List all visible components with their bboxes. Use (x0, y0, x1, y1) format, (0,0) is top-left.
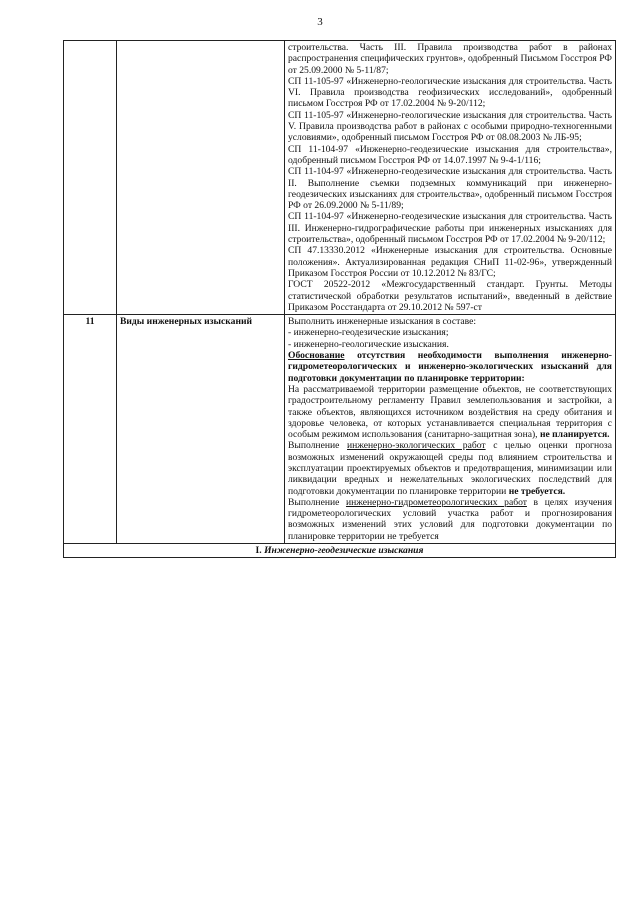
norm-paragraph: ГОСТ 20522-2012 «Межгосударственный стандарт. Грунты. Методы статистической обработки результатов испытаний», введенный в действие Приказом Росстандарта от 29.10.2012 № 597-ст (288, 279, 612, 313)
justification-paragraph-1 (288, 384, 612, 440)
paragraph-bold: не планируется. (539, 429, 610, 441)
paragraph-underlined: инженерно-гидрометеорологических работ (345, 496, 527, 508)
norm-paragraph: СП 47.13330.2012 «Инженерные изыскания для строительства. Основные положения». Актуализированная редакция СНиП 11-02-96», утвержденный Приказом Госстроя России от 10.12.2012 № 83/ГС; (288, 245, 612, 279)
norm-paragraph: СП 11-104-97 «Инженерно-геодезические изыскания для строительства», одобренный письмом Госстроя РФ от 14.07.1997 № 9-4-1/116; (288, 143, 612, 166)
req-item: - инженерно-геологические изыскания. (288, 338, 449, 350)
row-requirements (285, 315, 616, 544)
section-numeral: I. (255, 545, 262, 557)
table-row-section-heading (64, 544, 616, 558)
section-heading (64, 544, 616, 558)
req-item: - инженерно-геодезические изыскания; (288, 327, 449, 339)
norm-paragraph: СП 11-105-97 «Инженерно-геологические изыскания для строительства. Часть VI. Правила производства геофизических исследований», одобренный письмом Госстроя РФ от 17.02.2004 № 9-20/112; (288, 75, 612, 110)
paragraph-text: в целях изучения гидрометеорологических условий участка работ и прогнозирования возможных изменений этих условий для подготовки документации по планировке территории не требуется (288, 496, 612, 542)
justification-text: отсутствия необходимости выполнения инженерно-гидрометеорологических и инженерно-экологических изысканий для подготовки документации по планировке территории: (288, 350, 612, 384)
justification-heading (288, 350, 612, 384)
norm-paragraph: СП 11-104-97 «Инженерно-геодезические изыскания для строительства. Часть II. Выполнение съемки подземных коммуникаций при инженерно-геодезических изысканиях для строительства», одобренный письмом Госстроя РФ от 26.09.2000 № 5-11/89; (288, 166, 612, 212)
row-title: Виды инженерных изысканий (117, 315, 285, 544)
norm-paragraph: СП 11-105-97 «Инженерно-геологические изыскания для строительства. Часть V. Правила производства работ в районах с особыми природно-техногенными условиями», одобренный письмом Госстроя РФ от 08.08.2003 № ЛБ-95; (288, 109, 612, 144)
norm-paragraph: строительства. Часть III. Правила производства работ в районах распространения специфических грунтов», одобренный Письмом Госстроя РФ от 25.09.2000 № 5-11/87; (288, 42, 612, 76)
cell-number-empty (64, 41, 117, 315)
norm-paragraph: СП 11-104-97 «Инженерно-геодезические изыскания для строительства. Часть III. Инженерно-гидрографические работы при инженерных изысканиях для строительства», одобренный письмом Госстроя РФ от 17.02.2004 № 9-20/112; (288, 211, 612, 246)
req-intro: Выполнить инженерные изыскания в составе: (288, 316, 477, 328)
paragraph-text: На рассматриваемой территории размещение объектов, не соответствующих градостроительному регламенту Правил землепользования и застройки, а также объектов, являющихся источником воздействия на среду обитания и здоровье человека, от которых устанавливается специальная территория с особым режимом использования (санитарно-защитная зона), (288, 383, 612, 441)
page-number: 3 (317, 16, 323, 28)
row-number: 11 (64, 315, 117, 544)
cell-title-empty (117, 41, 285, 315)
cell-norms-list (285, 41, 616, 315)
paragraph-text: Выполнение (288, 496, 346, 508)
section-title: Инженерно-геодезические изыскания (261, 545, 424, 557)
justification-paragraph-2 (288, 440, 612, 496)
paragraph-bold: не требуется. (508, 485, 566, 497)
justification-paragraph-3 (288, 497, 612, 542)
paragraph-text: с целью оценки прогноза возможных изменений окружающей среды под влиянием строительства и эксплуатации проектируемых объектов и предотвращения, минимизации или ликвидации вредных и нежелательных экологических последствий для подготовки документации по планировке территории (288, 440, 612, 497)
requirements-table (63, 40, 616, 558)
table-row-11 (64, 315, 616, 544)
table-row-norms-continued (64, 41, 616, 315)
paragraph-text: Выполнение (288, 440, 348, 452)
justification-label: Обоснование (288, 350, 345, 362)
paragraph-underlined: инженерно-экологических работ (347, 440, 486, 452)
